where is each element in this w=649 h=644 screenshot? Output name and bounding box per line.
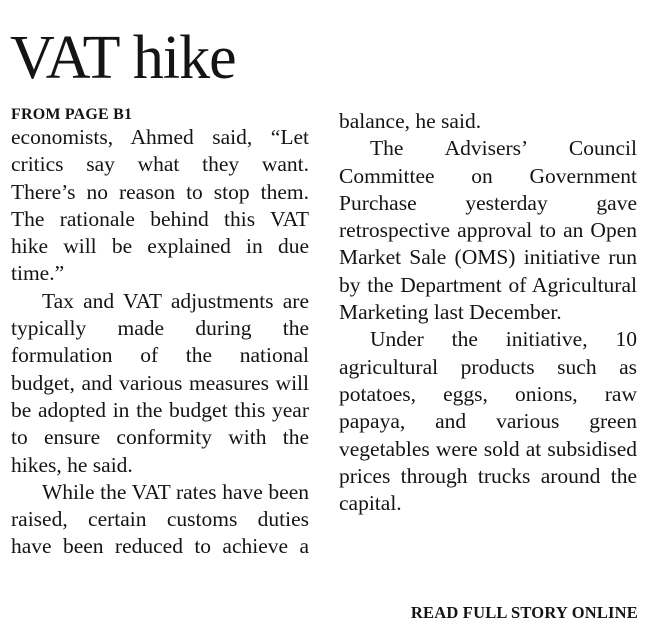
read-full-story-link[interactable]: READ FULL STORY ONLINE	[410, 603, 638, 622]
paragraph: balance, he said.	[339, 109, 482, 133]
paragraph: Tax and VAT adjustments are typically made during the formulation of the national budget, and various measures will be adopted in the budget this year to ensure conformity with the hikes, he said.	[11, 288, 309, 477]
paragraph: While the VAT rates have been raised, certain customs duties have been reduced to achieve a	[11, 479, 309, 559]
headline: VAT hike	[10, 24, 236, 92]
paragraph: The Advisers’ Council Committee on Government Purchase yesterday gave retrospective approval to an Open Market Sale (OMS) initiative run by the Department of Agricultural Marketing last December.	[339, 136, 637, 325]
continued-from-label: FROM PAGE B1	[11, 106, 133, 123]
article-column-left	[11, 124, 309, 561]
paragraph: Under the initiative, 10 agricultural products such as potatoes, eggs, onions, raw papaya, and various green vegetables were sold at subsidised prices through trucks around the capital.	[339, 327, 637, 516]
article-column-right	[339, 108, 637, 517]
paragraph: economists, Ahmed said, “Let critics say what they want. There’s no reason to stop them. The rationale behind this VAT hike will be explained in due time.”	[11, 125, 309, 286]
